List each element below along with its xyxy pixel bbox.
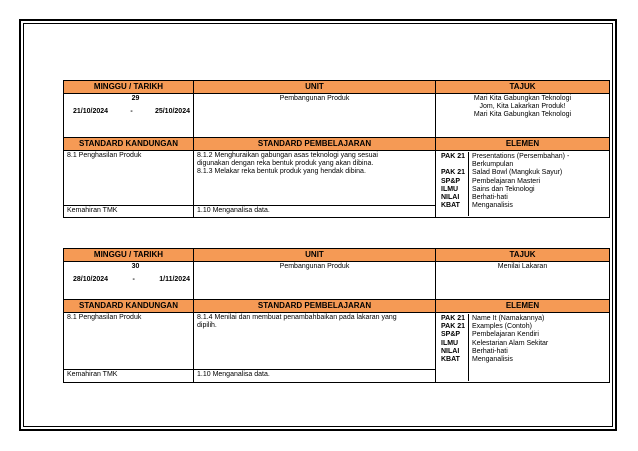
- element-codes: [439, 314, 469, 381]
- tajuk-line: Jom, Kita Lakarkan Produk!: [479, 103, 566, 111]
- element-code: NILAI: [441, 194, 460, 201]
- header-standard-pembelajaran: STANDARD PEMBELAJARAN: [194, 300, 436, 313]
- header-unit: UNIT: [194, 81, 436, 94]
- unit-cell: Pembangunan Produk: [194, 94, 436, 138]
- week-number: 30: [131, 263, 140, 270]
- element-code: PAK 21: [441, 315, 465, 322]
- header-standard-kandungan: STANDARD KANDUNGAN: [64, 138, 194, 151]
- lesson-plan-week-29: [63, 80, 610, 218]
- element-code: PAK 21: [441, 323, 465, 331]
- date-start: 21/10/2024: [73, 108, 109, 116]
- date-separator: -: [132, 276, 135, 284]
- header-tajuk: TAJUK: [436, 81, 610, 94]
- element-code: SP&P: [441, 177, 461, 185]
- date-end: 25/10/2024: [154, 108, 190, 116]
- tmk-standard-cell: 1.10 Menganalisa data.: [194, 206, 436, 218]
- element-code: SP&P: [441, 331, 461, 339]
- kemahiran-tmk-cell: Kemahiran TMK: [64, 206, 194, 218]
- element-code: ILMU: [441, 185, 459, 193]
- date-separator: -: [130, 108, 133, 116]
- tajuk-line: Menilai Lakaran: [497, 263, 548, 270]
- header-minggu-tarikh: MINGGU / TARIKH: [64, 81, 194, 94]
- element-texts: [469, 152, 606, 216]
- element-text: Examples (Contoh): [472, 323, 532, 331]
- sp-line: 8.1.3 Melakar reka bentuk produk yang hendak dibina.: [197, 168, 366, 176]
- element-code: KBAT: [441, 356, 460, 364]
- element-text: Salad Bowl (Mangkuk Sayur): [472, 169, 563, 177]
- header-standard-pembelajaran: STANDARD PEMBELAJARAN: [194, 138, 436, 151]
- element-texts: [469, 314, 606, 381]
- element-text: Presentations (Persembahan) -: [472, 153, 570, 160]
- element-text: Sains dan Teknologi: [472, 185, 535, 193]
- element-text: Pembelajaran Kendiri: [472, 331, 539, 339]
- element-text: Name It (Namakannya): [472, 315, 545, 322]
- element-text: Berhati-hati: [472, 347, 508, 355]
- element-text: Berhati-hati: [472, 194, 508, 202]
- header-standard-kandungan: STANDARD KANDUNGAN: [64, 300, 194, 313]
- element-text: Kelestarian Alam Sekitar: [472, 339, 549, 347]
- standard-kandungan-cell: 8.1 Penghasilan Produk: [64, 151, 194, 206]
- element-code: PAK 21: [441, 153, 465, 160]
- header-unit: UNIT: [194, 249, 436, 262]
- element-codes: [439, 152, 469, 216]
- element-text: Menganalisis: [472, 356, 513, 364]
- date-end: 1/11/2024: [159, 276, 190, 284]
- tajuk-cell: [436, 262, 610, 300]
- sp-line: 8.1.2 Menghuraikan gabungan asas teknologi yang sesuai: [197, 152, 378, 159]
- element-text: Menganalisis: [472, 202, 513, 210]
- element-code-spacer: [441, 161, 466, 169]
- element-text: Berkumpulan: [472, 161, 514, 169]
- header-elemen: ELEMEN: [436, 300, 610, 313]
- element-code: PAK 21: [441, 169, 465, 177]
- tajuk-line: Mari Kita Gabungkan Teknologi: [473, 111, 572, 119]
- week-date-cell: [64, 262, 194, 300]
- sp-line: 8.1.4 Menilai dan membuat penambahbaikan pada lakaran yang: [197, 314, 397, 321]
- elemen-cell: [436, 151, 610, 218]
- header-elemen: ELEMEN: [436, 138, 610, 151]
- date-start: 28/10/2024: [73, 276, 109, 284]
- element-code: NILAI: [441, 347, 460, 355]
- header-minggu-tarikh: MINGGU / TARIKH: [64, 249, 194, 262]
- element-code: KBAT: [441, 202, 460, 210]
- elemen-cell: [436, 313, 610, 383]
- sp-line: digunakan dengan reka bentuk produk yang akan dibina.: [197, 160, 374, 168]
- unit-cell: Pembangunan Produk: [194, 262, 436, 300]
- standard-pembelajaran-cell: [194, 151, 436, 206]
- standard-pembelajaran-cell: [194, 313, 436, 370]
- tmk-standard-cell: 1.10 Menganalisa data.: [194, 370, 436, 383]
- lesson-plan-week-30: [63, 248, 610, 383]
- element-text: Pembelajaran Masteri: [472, 177, 541, 185]
- standard-kandungan-cell: 8.1 Penghasilan Produk: [64, 313, 194, 370]
- kemahiran-tmk-cell: Kemahiran TMK: [64, 370, 194, 383]
- tajuk-line: Mari Kita Gabungkan Teknologi: [473, 95, 572, 102]
- sp-line: dipilih.: [197, 322, 217, 330]
- element-code: ILMU: [441, 339, 459, 347]
- header-tajuk: TAJUK: [436, 249, 610, 262]
- tajuk-cell: [436, 94, 610, 138]
- week-number: 29: [131, 95, 140, 102]
- week-date-cell: [64, 94, 194, 138]
